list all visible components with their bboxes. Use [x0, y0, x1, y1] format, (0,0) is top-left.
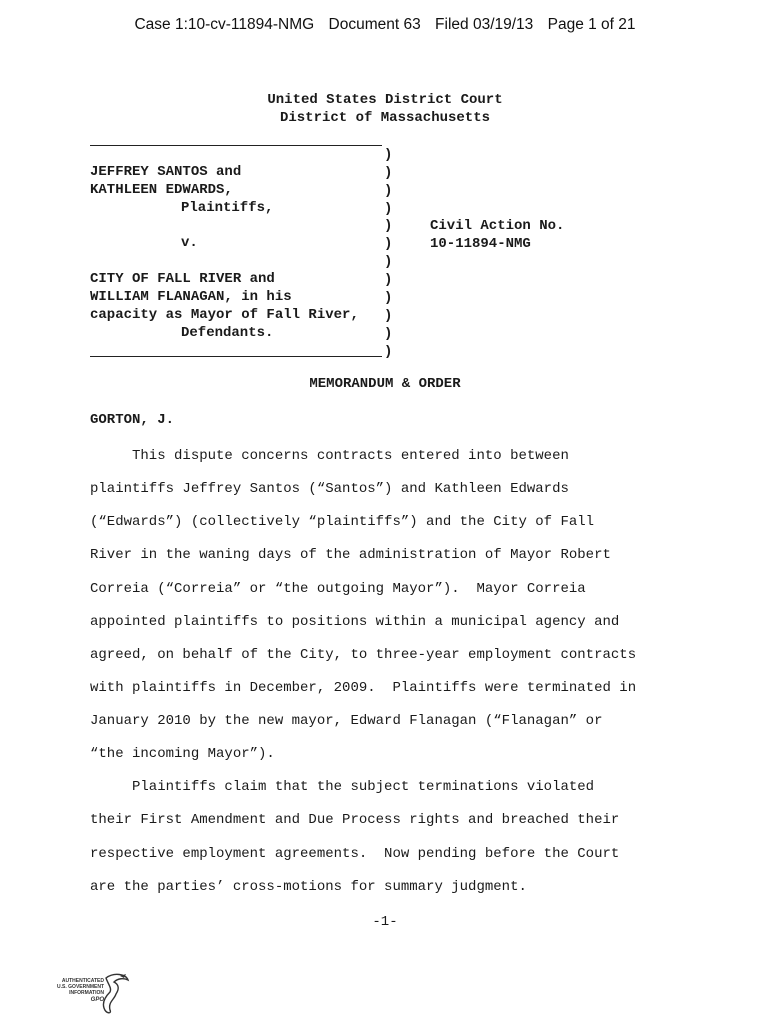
- gpo-seal-text: AUTHENTICATED: [61, 978, 104, 984]
- case-number: Case 1:10-cv-11894-NMG: [134, 16, 315, 33]
- body-line: plaintiffs Jeffrey Santos (“Santos”) and Kathleen Edwards: [90, 481, 569, 497]
- gpo-seal-text: GPO: [90, 997, 104, 1003]
- body-line: This dispute concerns contracts entered into between: [90, 448, 569, 464]
- defendant-name-1: CITY OF FALL RIVER and: [90, 271, 275, 287]
- caption-paren: ): [384, 218, 393, 234]
- eagle-icon: [102, 972, 132, 1016]
- gpo-seal-text: U.S. GOVERNMENT: [57, 984, 104, 990]
- caption-paren: ): [384, 201, 393, 217]
- defendants-role: Defendants.: [181, 325, 274, 341]
- page-number: -1-: [372, 914, 398, 930]
- body-line: Correia (“Correia” or “the outgoing Mayor”). Mayor Correia: [90, 581, 586, 597]
- document-title: MEMORANDUM & ORDER: [309, 376, 461, 392]
- plaintiff-name-2: KATHLEEN EDWARDS,: [90, 182, 233, 198]
- civil-action-label: Civil Action No.: [430, 218, 565, 234]
- gpo-seal-text: INFORMATION: [69, 990, 104, 996]
- document-number: Document 63: [328, 16, 421, 33]
- defendant-name-3: capacity as Mayor of Fall River,: [90, 307, 359, 323]
- caption-paren: ): [384, 272, 393, 288]
- caption-paren: ): [384, 165, 393, 181]
- filing-header: [0, 16, 770, 34]
- body-line: January 2010 by the new mayor, Edward Flanagan (“Flanagan” or: [90, 713, 603, 729]
- body-line: (“Edwards”) (collectively “plaintiffs”) and the City of Fall: [90, 514, 595, 530]
- caption-paren: ): [384, 326, 393, 342]
- body-line: “the incoming Mayor”).: [90, 746, 275, 762]
- versus: v.: [181, 235, 198, 251]
- body-line: River in the waning days of the administration of Mayor Robert: [90, 547, 611, 563]
- caption-bottom-rule: [90, 356, 382, 357]
- plaintiffs-role: Plaintiffs,: [181, 200, 274, 216]
- defendant-name-2: WILLIAM FLANAGAN, in his: [90, 289, 292, 305]
- civil-action-number: 10-11894-NMG: [430, 236, 531, 252]
- body-line: respective employment agreements. Now pending before the Court: [90, 846, 620, 862]
- page-indicator: Page 1 of 21: [547, 16, 636, 33]
- caption-paren: ): [384, 254, 393, 270]
- gpo-seal: [42, 972, 132, 1016]
- caption-top-rule: [90, 145, 382, 146]
- body-line: Plaintiffs claim that the subject terminations violated: [90, 779, 595, 795]
- caption-paren: ): [384, 308, 393, 324]
- body-line: with plaintiffs in December, 2009. Plaintiffs were terminated in: [90, 680, 637, 696]
- body-line: agreed, on behalf of the City, to three-year employment contracts: [90, 647, 637, 663]
- caption-paren: ): [384, 183, 393, 199]
- plaintiff-name-1: JEFFREY SANTOS and: [90, 164, 242, 180]
- caption-paren: ): [384, 344, 393, 360]
- caption-paren: ): [384, 236, 393, 252]
- judge-name: GORTON, J.: [90, 412, 175, 428]
- filed-date: Filed 03/19/13: [435, 16, 534, 33]
- caption-paren: ): [384, 147, 393, 163]
- caption-paren: ): [384, 290, 393, 306]
- court-district: District of Massachusetts: [279, 110, 491, 126]
- body-line: their First Amendment and Due Process rights and breached their: [90, 812, 620, 828]
- body-line: are the parties’ cross-motions for summary judgment.: [90, 879, 527, 895]
- court-name: United States District Court: [267, 92, 503, 108]
- body-line: appointed plaintiffs to positions within a municipal agency and: [90, 614, 620, 630]
